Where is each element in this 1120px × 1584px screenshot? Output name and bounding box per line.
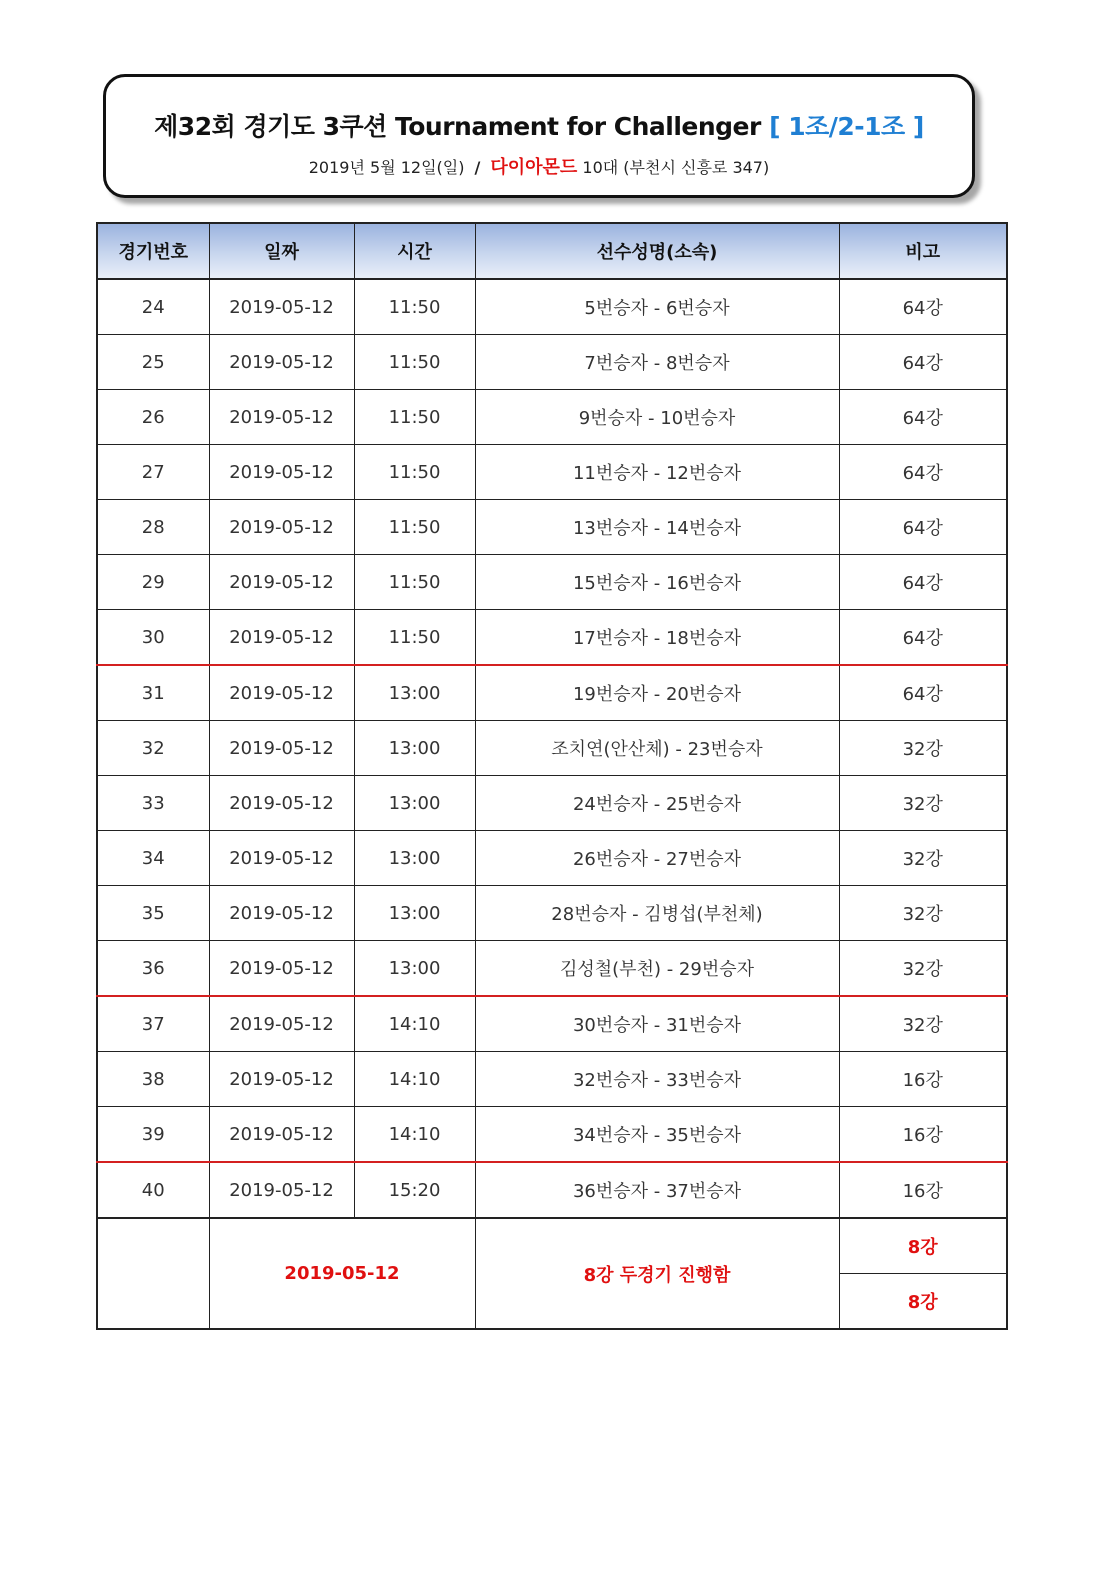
cell-note: 64강 [839, 665, 1007, 721]
cell-note: 32강 [839, 831, 1007, 886]
cell-note: 32강 [839, 941, 1007, 997]
column-header-match-no: 경기번호 [97, 223, 209, 279]
venue-detail: 10대 (부천시 신흥로 347) [582, 158, 770, 177]
cell-date: 2019-05-12 [209, 941, 354, 997]
cell-time: 13:00 [354, 886, 475, 941]
table-row [97, 335, 1007, 390]
cell-date: 2019-05-12 [209, 721, 354, 776]
footer-date: 2019-05-12 [209, 1218, 475, 1329]
table-row [97, 721, 1007, 776]
cell-match-no: 31 [97, 665, 209, 721]
cell-note: 16강 [839, 1162, 1007, 1218]
table-row [97, 445, 1007, 500]
cell-players: 36번승자 - 37번승자 [475, 1162, 839, 1218]
cell-note: 64강 [839, 279, 1007, 335]
table-row [97, 390, 1007, 445]
cell-time: 11:50 [354, 445, 475, 500]
cell-date: 2019-05-12 [209, 279, 354, 335]
cell-date: 2019-05-12 [209, 445, 354, 500]
cell-note: 32강 [839, 886, 1007, 941]
document-title [106, 107, 972, 143]
cell-date: 2019-05-12 [209, 335, 354, 390]
cell-match-no: 34 [97, 831, 209, 886]
cell-match-no: 27 [97, 445, 209, 500]
cell-date: 2019-05-12 [209, 1162, 354, 1218]
table-row [97, 555, 1007, 610]
cell-match-no: 38 [97, 1052, 209, 1107]
cell-match-no: 35 [97, 886, 209, 941]
venue-name: 다이아몬드 [490, 157, 578, 178]
table-row [97, 665, 1007, 721]
cell-players: 28번승자 - 김병섭(부천체) [475, 886, 839, 941]
footer-note-1: 8강 [839, 1218, 1007, 1274]
cell-time: 14:10 [354, 1107, 475, 1163]
column-header-note: 비고 [839, 223, 1007, 279]
table-row [97, 941, 1007, 997]
cell-match-no: 25 [97, 335, 209, 390]
cell-time: 11:50 [354, 610, 475, 666]
cell-players: 조치연(안산체) - 23번승자 [475, 721, 839, 776]
cell-players: 26번승자 - 27번승자 [475, 831, 839, 886]
table-row [97, 1107, 1007, 1163]
cell-note: 32강 [839, 996, 1007, 1052]
cell-time: 11:50 [354, 279, 475, 335]
cell-date: 2019-05-12 [209, 610, 354, 666]
footer-row [97, 1218, 1007, 1274]
cell-note: 16강 [839, 1052, 1007, 1107]
footer-description: 8강 두경기 진행함 [475, 1218, 839, 1329]
cell-match-no: 40 [97, 1162, 209, 1218]
event-date: 2019년 5월 12일(일) [308, 158, 465, 177]
title-main: 제32회 경기도 3쿠션 Tournament for Challenger [154, 112, 761, 141]
cell-note: 64강 [839, 445, 1007, 500]
table-row [97, 776, 1007, 831]
cell-time: 13:00 [354, 776, 475, 831]
cell-match-no: 24 [97, 279, 209, 335]
cell-players: 32번승자 - 33번승자 [475, 1052, 839, 1107]
cell-date: 2019-05-12 [209, 555, 354, 610]
cell-time: 11:50 [354, 555, 475, 610]
cell-time: 14:10 [354, 1052, 475, 1107]
cell-date: 2019-05-12 [209, 996, 354, 1052]
table-body [97, 279, 1007, 1329]
table-row [97, 279, 1007, 335]
table-row [97, 1052, 1007, 1107]
table-row [97, 610, 1007, 666]
cell-note: 32강 [839, 721, 1007, 776]
cell-players: 5번승자 - 6번승자 [475, 279, 839, 335]
cell-match-no: 32 [97, 721, 209, 776]
cell-players: 9번승자 - 10번승자 [475, 390, 839, 445]
cell-time: 11:50 [354, 335, 475, 390]
cell-date: 2019-05-12 [209, 390, 354, 445]
cell-players: 11번승자 - 12번승자 [475, 445, 839, 500]
cell-players: 19번승자 - 20번승자 [475, 665, 839, 721]
title-group: [ 1조/2-1조 ] [769, 112, 924, 141]
cell-date: 2019-05-12 [209, 1107, 354, 1163]
cell-players: 김성철(부천) - 29번승자 [475, 941, 839, 997]
cell-players: 30번승자 - 31번승자 [475, 996, 839, 1052]
table-row [97, 500, 1007, 555]
cell-match-no: 37 [97, 996, 209, 1052]
cell-players: 7번승자 - 8번승자 [475, 335, 839, 390]
table-row [97, 886, 1007, 941]
column-header-players: 선수성명(소속) [475, 223, 839, 279]
footer-empty-cell [97, 1218, 209, 1329]
schedule-table [96, 222, 1008, 1330]
cell-players: 34번승자 - 35번승자 [475, 1107, 839, 1163]
table-row [97, 831, 1007, 886]
cell-match-no: 30 [97, 610, 209, 666]
cell-time: 13:00 [354, 721, 475, 776]
cell-time: 13:00 [354, 831, 475, 886]
cell-note: 32강 [839, 776, 1007, 831]
cell-date: 2019-05-12 [209, 776, 354, 831]
cell-players: 15번승자 - 16번승자 [475, 555, 839, 610]
cell-date: 2019-05-12 [209, 1052, 354, 1107]
table-row [97, 996, 1007, 1052]
cell-match-no: 26 [97, 390, 209, 445]
cell-time: 15:20 [354, 1162, 475, 1218]
cell-match-no: 33 [97, 776, 209, 831]
cell-time: 13:00 [354, 941, 475, 997]
column-header-date: 일짜 [209, 223, 354, 279]
cell-players: 24번승자 - 25번승자 [475, 776, 839, 831]
cell-players: 13번승자 - 14번승자 [475, 500, 839, 555]
column-header-time: 시간 [354, 223, 475, 279]
cell-match-no: 28 [97, 500, 209, 555]
table-header-row [97, 223, 1007, 279]
cell-match-no: 36 [97, 941, 209, 997]
title-box [103, 74, 975, 198]
cell-note: 64강 [839, 610, 1007, 666]
cell-note: 64강 [839, 390, 1007, 445]
cell-note: 64강 [839, 500, 1007, 555]
cell-players: 17번승자 - 18번승자 [475, 610, 839, 666]
separator: / [474, 158, 481, 177]
cell-date: 2019-05-12 [209, 831, 354, 886]
table-row [97, 1162, 1007, 1218]
cell-time: 11:50 [354, 390, 475, 445]
cell-time: 13:00 [354, 665, 475, 721]
cell-match-no: 39 [97, 1107, 209, 1163]
cell-time: 11:50 [354, 500, 475, 555]
cell-date: 2019-05-12 [209, 500, 354, 555]
event-info [106, 153, 972, 179]
cell-time: 14:10 [354, 996, 475, 1052]
cell-date: 2019-05-12 [209, 665, 354, 721]
cell-note: 64강 [839, 555, 1007, 610]
cell-note: 64강 [839, 335, 1007, 390]
footer-note-2: 8강 [839, 1274, 1007, 1330]
cell-match-no: 29 [97, 555, 209, 610]
cell-note: 16강 [839, 1107, 1007, 1163]
cell-date: 2019-05-12 [209, 886, 354, 941]
